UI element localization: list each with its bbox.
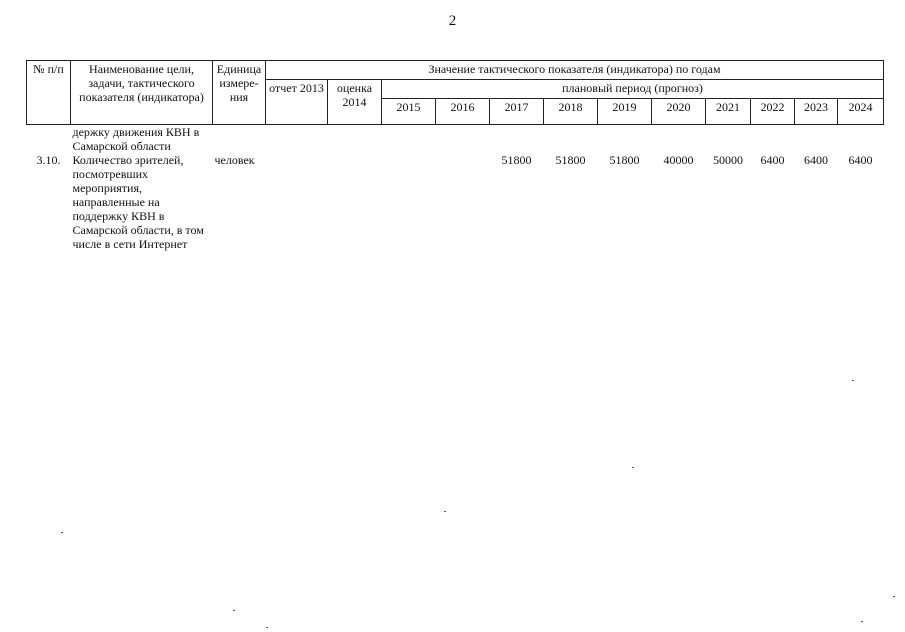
header-year: 2022 [751,99,795,125]
header-name: Наименование цели, задачи, тактического показателя (индикатора) [71,61,213,125]
indicator-table [26,60,884,251]
header-year: 2016 [436,99,490,125]
header-report: отчет 2013 [266,80,328,125]
scan-speck [61,532,63,533]
header-year: 2019 [598,99,652,125]
row-value-2024: 6400 [848,153,873,167]
header-year: 2023 [795,99,838,125]
row-value-2016 [436,153,490,251]
scan-speck [852,380,854,381]
row-value-2017: 51800 [501,153,532,167]
row-value-2020: 40000 [663,153,694,167]
row-value-2013 [266,153,328,251]
header-year: 2021 [706,99,751,125]
row-value-2014 [328,153,382,251]
row-value-2019: 51800 [609,153,640,167]
row-unit: человек [214,153,255,167]
scan-speck [233,610,235,611]
scan-speck [893,596,895,597]
row-number: 3.10. [36,153,61,167]
scan-speck [861,621,863,622]
row-value-2018: 51800 [555,153,586,167]
continued-name: держку движения КВН в Самарской области [72,125,200,153]
page-number: 2 [448,13,457,29]
table-row-continuation [27,125,884,154]
header-unit: Единица измере-ния [213,61,266,125]
scan-speck [444,511,446,512]
header-year: 2024 [838,99,884,125]
header-values-title: Значение тактического показателя (индикатора) по годам [266,61,884,80]
row-value-2015 [382,153,436,251]
header-year: 2020 [652,99,706,125]
header-num: № п/п [27,61,71,125]
header-year: 2015 [382,99,436,125]
header-year: 2017 [490,99,544,125]
scan-speck [266,627,268,628]
row-value-2021: 50000 [713,153,743,167]
header-year: 2018 [544,99,598,125]
row-value-2023: 6400 [804,153,828,167]
header-plan-title: плановый период (прогноз) [382,80,884,99]
row-value-2022: 6400 [760,153,785,167]
row-name: Количество зрителей, посмотревших мероприятия, направленные на поддержку КВН в Самарской области, в том числе в сети Интернет [72,153,204,251]
header-estimate: оценка 2014 [328,80,382,125]
scan-speck [632,467,634,468]
table-row [27,153,884,251]
